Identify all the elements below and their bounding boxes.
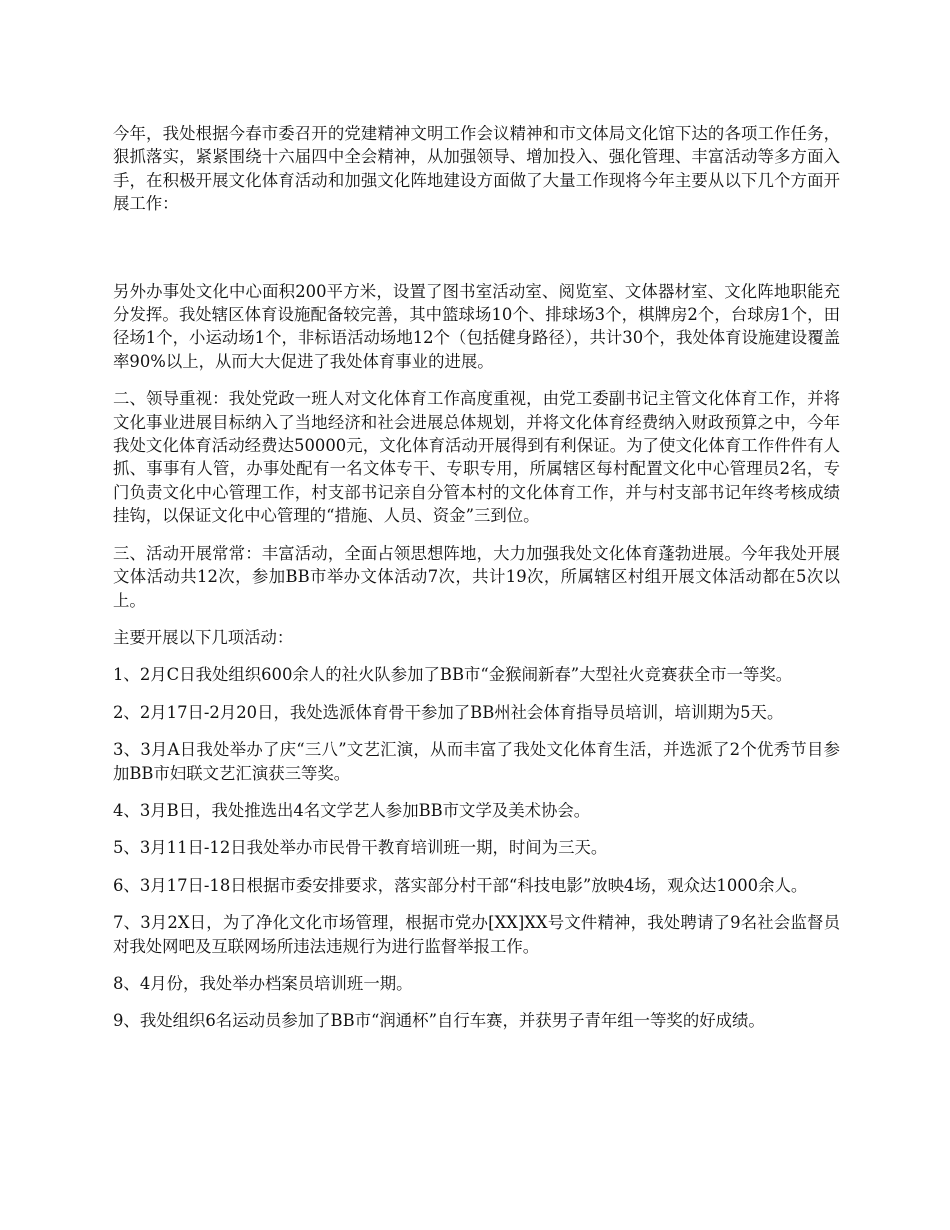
- activity-item-7: 7、3月2X日，为了净化文化市场管理，根据市党办[XX]XX号文件精神，我处聘请了9名社会监督员对我处网吧及互联网场所违法违规行为进行监督举报工作。: [113, 913, 840, 956]
- activity-item-5: 5、3月11日-12日我处举办市民骨干教育培训班一期，时间为三天。: [113, 838, 608, 858]
- activity-item-1: 1、2月C日我处组织600余人的社火队参加了BB市“金猴闹新春”大型社火竞赛获全市一等奖。: [113, 665, 793, 685]
- activity-item-3: 3、3月A日我处举办了庆“三八”文艺汇演，从而丰富了我处文化体育生活，并选派了2个优秀节目参加BB市妇联文艺汇演获三等奖。: [113, 740, 840, 783]
- activity-item-9: 9、我处组织6名运动员参加了BB市“润通杯”自行车赛，并获男子青年组一等奖的好成绩。: [113, 1011, 765, 1031]
- activity-item-2: 2、2月17日-2月20日，我处选派体育骨干参加了BB州社会体育指导员培训，培训期为5天。: [113, 702, 784, 722]
- activity-item-8: 8、4月份，我处举办档案员培训班一期。: [113, 973, 413, 993]
- intro-paragraph: 今年，我处根据今春市委召开的党建精神文明工作会议精神和市文体局文化馆下达的各项工作任务，狠抓落实，紧紧围绕十六届四中全会精神，从加强领导、增加投入、强化管理、丰富活动等多方面入手，在积极开展文化体育活动和加强文化阵地建设方面做了大量工作现将今年主要从以下几个方面开展工作：: [113, 124, 840, 214]
- activities-paragraph: 三、活动开展常常：丰富活动，全面占领思想阵地，大力加强我处文化体育蓬勃进展。今年我处开展文体活动共12次，参加BB市举办文体活动7次，共计19次，所属辖区村组开展文体活动都在5次以上。: [113, 543, 840, 610]
- activities-intro: 主要开展以下几项活动：: [113, 627, 294, 647]
- leadership-paragraph: 二、领导重视：我处党政一班人对文化体育工作高度重视，由党工委副书记主管文化体育工作，并将文化事业进展目标纳入了当地经济和社会进展总体规划，并将文化体育经费纳入财政预算之中，今年我处文化体育活动经费达50000元，文化体育活动开展得到有利保证。为了使文化体育工作件件有人抓、事事有人管，办事处配有一名文体专干、专职专用，所属辖区每村配置文化中心管理员2名，专门负责文化中心管理工作，村支部书记亲自分管本村的文化体育工作，并与村支部书记年终考核成绩挂钩，以保证文化中心管理的“措施、人员、资金”三到位。: [113, 389, 840, 526]
- activity-item-4: 4、3月B日，我处推选出4名文学艺人参加BB市文学及美术协会。: [113, 800, 591, 820]
- activity-item-6: 6、3月17日-18日根据市委安排要求，落实部分村干部“科技电影”放映4场，观众达1000余人。: [113, 875, 808, 895]
- document-page: [113, 122, 840, 1033]
- facilities-paragraph: 另外办事处文化中心面积200平方米，设置了图书室活动室、阅览室、文体器材室、文化阵地职能充分发挥。我处辖区体育设施配备较完善，其中篮球场10个、排球场3个，棋牌房2个，台球房1个，田径场1个，小运动场1个，非标语活动场地12个（包括健身路径），共计30个，我处体育设施建设覆盖率90%以上，从而大大促进了我处体育事业的进展。: [113, 281, 840, 371]
